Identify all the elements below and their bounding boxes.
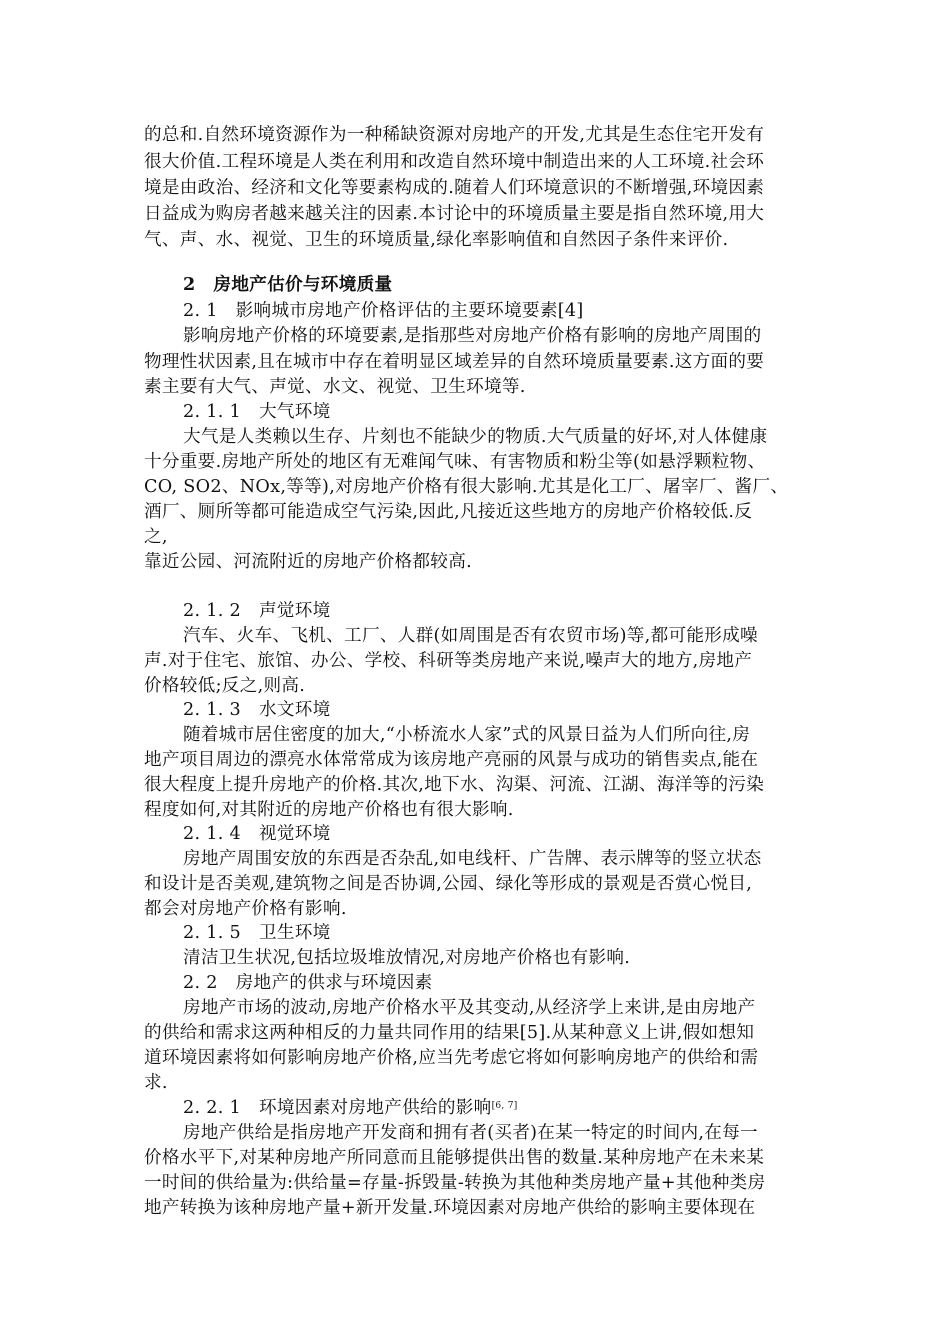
citation-superscript: [6, 7] <box>491 1101 518 1111</box>
paragraph-line: 日益成为购房者越来越关注的因素.本讨论中的环境质量主要是指自然环境,用大 <box>144 204 765 224</box>
paragraph-line: 清洁卫生状况,包括垃圾堆放情况,对房地产价格也有影响. <box>183 948 631 968</box>
subsection-heading: 2. 1. 3 水文环境 <box>183 700 331 720</box>
subsection-heading: 2. 1 影响城市房地产价格评估的主要环境要素[4] <box>183 301 584 321</box>
paragraph-line: 程度如何,对其附近的房地产价格也有很大影响. <box>144 800 514 820</box>
subsection-heading: 2. 1. 5 卫生环境 <box>183 923 331 943</box>
subsection-heading-text: 2. 2. 1 环境因素对房地产供给的影响 <box>183 1098 492 1118</box>
paragraph-line: 价格较低;反之,则高. <box>144 676 306 696</box>
paragraph-line: 境是由政治、经济和文化等要素构成的.随着人们环境意识的不断增强,环境因素 <box>144 178 765 198</box>
subsection-heading: 2. 1. 4 视觉环境 <box>183 824 331 844</box>
paragraph-line: 靠近公园、河流附近的房地产价格都较高. <box>144 552 472 572</box>
paragraph-line: 房地产供给是指房地产开发商和拥有者(买者)在某一特定的时间内,在每一 <box>183 1123 758 1143</box>
paragraph-line: 之, <box>144 527 168 547</box>
paragraph-line: 声.对于住宅、旅馆、办公、学校、科研等类房地产来说,噪声大的地方,房地产 <box>144 651 753 671</box>
paragraph-line: 价格水平下,对某种房地产所同意而且能够提供出售的数量.某种房地产在未来某 <box>144 1148 765 1168</box>
paragraph-line: 的供给和需求这两种相反的力量共同作用的结果[5].从某种意义上讲,假如想知 <box>144 1023 755 1043</box>
paragraph-line: 很大价值.工程环境是人类在利用和改造自然环境中制造出来的人工环境.社会环 <box>144 152 765 172</box>
paragraph-line: 影响房地产价格的环境要素,是指那些对房地产价格有影响的房地产周围的 <box>183 326 762 346</box>
paragraph-line: 很大程度上提升房地产的价格.其次,地下水、沟渠、河流、江湖、海洋等的污染 <box>144 775 765 795</box>
paragraph-line: 地产转换为该种房地产量+新开发量.环境因素对房地产供给的影响主要体现在 <box>144 1198 756 1218</box>
paragraph-line: 汽车、火车、飞机、工厂、人群(如周围是否有农贸市场)等,都可能形成噪 <box>183 626 758 646</box>
paragraph-line: 物理性状因素,且在城市中存在着明显区域差异的自然环境质量要素.这方面的要 <box>144 352 765 372</box>
paragraph-line: 房地产周围安放的东西是否杂乱,如电线杆、广告牌、表示牌等的竖立状态 <box>183 849 762 869</box>
subsection-heading: 2. 1. 2 声觉环境 <box>183 601 331 621</box>
paragraph-line: 素主要有大气、声觉、水文、视觉、卫生环境等. <box>144 377 526 397</box>
subsection-heading <box>183 1096 518 1120</box>
paragraph-line: 房地产市场的波动,房地产价格水平及其变动,从经济学上来讲,是由房地产 <box>183 998 756 1018</box>
paragraph-line: 随着城市居住密度的加大,“小桥流水人家”式的风景日益为人们所向往,房 <box>183 725 751 745</box>
paragraph-line: 的总和.自然环境资源作为一种稀缺资源对房地产的开发,尤其是生态住宅开发有 <box>144 125 765 145</box>
paragraph-line: 求. <box>144 1073 168 1093</box>
paragraph-line: 道环境因素将如何影响房地产价格,应当先考虑它将如何影响房地产的供给和需 <box>144 1048 759 1068</box>
paragraph-line: 一时间的供给量为:供给量=存量-拆毁量-转换为其他种类房地产量+其他种类房 <box>144 1173 766 1193</box>
paragraph-line: 地产项目周边的漂亮水体常常成为该房地产亮丽的风景与成功的销售卖点,能在 <box>144 750 759 770</box>
paragraph-line: 大气是人类赖以生存、片刻也不能缺少的物质.大气质量的好坏,对人体健康 <box>183 427 768 447</box>
paragraph-line: 和设计是否美观,建筑物之间是否协调,公园、绿化等形成的景观是否赏心悦目, <box>144 874 753 894</box>
subsection-heading: 2. 1. 1 大气环境 <box>183 402 331 422</box>
section-heading: 2 房地产估价与环境质量 <box>183 274 393 295</box>
paragraph-line: 酒厂、厕所等都可能造成空气污染,因此,凡接近这些地方的房地产价格较低.反 <box>144 502 753 522</box>
paragraph-line: 十分重要.房地产所处的地区有无难闻气味、有害物质和粉尘等(如悬浮颗粒物、 <box>144 452 766 472</box>
paragraph-line: 都会对房地产价格有影响. <box>144 899 347 919</box>
paragraph-line: CO, SO2、NOx,等等),对房地产价格有很大影响.尤其是化工厂、屠宰厂、酱厂、 <box>144 477 789 497</box>
paragraph-line: 气、声、水、视觉、卫生的环境质量,绿化率影响值和自然因子条件来评价. <box>144 230 729 250</box>
subsection-heading: 2. 2 房地产的供求与环境因素 <box>183 973 433 993</box>
